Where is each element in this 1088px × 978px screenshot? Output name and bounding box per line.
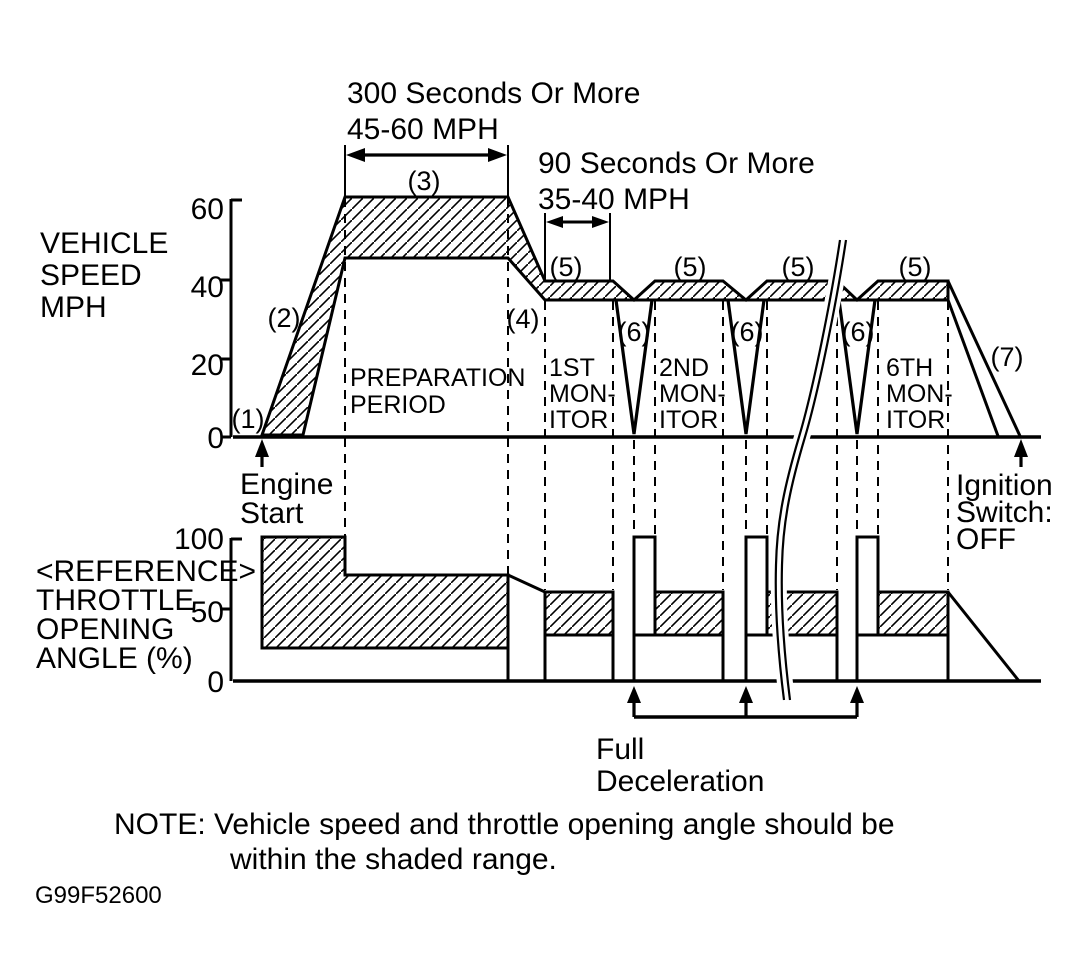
- throttle-tick-100: 100: [173, 523, 224, 556]
- phase-6-label: (6): [617, 317, 651, 347]
- speed-axis-title: SPEED: [40, 259, 142, 292]
- throttle-tick-50: 50: [190, 596, 224, 629]
- arrow-left-icon: [546, 216, 563, 228]
- speed-y-axis: [221, 199, 242, 437]
- monitor-1-label: 1ST: [549, 354, 595, 382]
- engine-start-arrow: [255, 439, 269, 467]
- speed-axis-title: VEHICLE: [40, 227, 169, 260]
- phase-5-label: (5): [898, 252, 932, 282]
- full-decel-bracket: [627, 686, 864, 717]
- figure-code: G99F52600: [35, 882, 162, 909]
- full-decel-label: Deceleration: [596, 765, 765, 798]
- phase-6-label: (6): [841, 317, 875, 347]
- throttle-axis-title: ANGLE (%): [36, 642, 193, 675]
- prep-speed-label: 45-60 MPH: [347, 113, 499, 146]
- arrow-up-icon: [255, 439, 269, 457]
- engine-start-label: Start: [240, 497, 304, 530]
- phase-3-label: (3): [407, 166, 441, 196]
- prep-period-label: PERIOD: [350, 391, 446, 419]
- monitor-6-label: 6TH: [886, 354, 934, 382]
- ignition-off-label: Ignition: [956, 469, 1053, 502]
- phase-7-label: (7): [990, 342, 1024, 372]
- ignition-off-arrow: [1014, 439, 1028, 467]
- throttle-axis-title: THROTTLE: [36, 584, 195, 617]
- monitor-6-label: ITOR: [886, 406, 946, 434]
- prep-period-label: PREPARATION: [350, 364, 526, 392]
- note-text: within the shaded range.: [230, 843, 557, 876]
- full-decel-label: Full: [596, 733, 645, 766]
- speed-axis-title: MPH: [40, 291, 107, 324]
- arrow-up-icon: [850, 686, 864, 703]
- speed-tick-0: 0: [207, 422, 224, 455]
- monitor-2-label: MON-: [659, 380, 726, 408]
- monitor-duration-label: 90 Seconds Or More: [538, 147, 815, 180]
- note-text: NOTE: Vehicle speed and throttle opening angle should be: [114, 808, 895, 841]
- arrow-left-icon: [346, 148, 365, 162]
- phase-2-label: (2): [267, 303, 301, 333]
- arrow-up-icon: [627, 686, 641, 703]
- monitor-speed-label: 35-40 MPH: [538, 183, 690, 216]
- arrow-up-icon: [739, 686, 753, 703]
- throttle-final-ramp: [948, 592, 1019, 681]
- phase-5-label: (5): [781, 252, 815, 282]
- throttle-axis-title: OPENING: [36, 613, 175, 646]
- ignition-off-label: Switch:: [956, 496, 1053, 529]
- monitor-1-label: MON-: [549, 380, 616, 408]
- speed-tick-40: 40: [190, 271, 224, 304]
- speed-tick-20: 20: [190, 349, 224, 382]
- throttle-axis-title: <REFERENCE>: [36, 555, 257, 588]
- engine-start-label: Engine: [240, 468, 334, 501]
- arrow-right-icon: [592, 216, 609, 228]
- monitor-1-label: ITOR: [549, 406, 609, 434]
- arrow-right-icon: [488, 148, 507, 162]
- diagram-text: [35, 77, 1053, 909]
- ignition-off-label: OFF: [956, 523, 1016, 556]
- throttle-band-prep: [262, 537, 508, 648]
- monitor-2-label: ITOR: [659, 406, 719, 434]
- arrow-up-icon: [1014, 439, 1028, 457]
- monitor-6-label: MON-: [886, 380, 953, 408]
- prep-duration-label: 300 Seconds Or More: [347, 77, 641, 110]
- speed-tick-60: 60: [190, 193, 224, 226]
- phase-5-label: (5): [549, 252, 583, 282]
- phase-5-label: (5): [673, 252, 707, 282]
- phase-1-label: (1): [231, 404, 265, 434]
- monitor-2-label: 2ND: [659, 354, 710, 382]
- phase-4-label: (4): [506, 304, 540, 334]
- throttle-chart: [221, 537, 1041, 717]
- throttle-transition-slope: [508, 575, 545, 592]
- throttle-tick-0: 0: [207, 666, 224, 699]
- phase-6-label: (6): [730, 317, 764, 347]
